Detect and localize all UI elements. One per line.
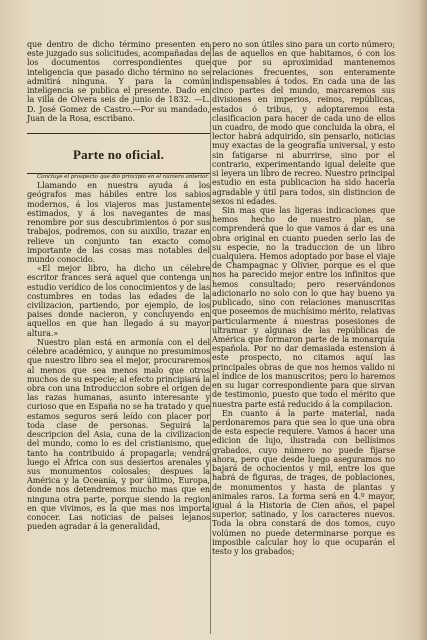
legal-notice-paragraph: que dentro de dicho término presenten en este juzgado sus solicitudes, acompañadas de los documentos correspondientes que inteligencia que pasado dicho término no se admitirá ninguna. Y para la común inteligencia se publica el presente. Dado en la villa de Olvera seis de junio de 1832. —L. D. José Gomez de Castro.—Por su mandado, Juan de la Rosa, escribano. [27,40,210,123]
paragraph: pero no son útiles sino para un corto número; las de aquellos en que habitamos, ó con los que por su aproximidad mantenemos relaciones frecuentes, son enteramente indispensables á todos. En cada una de las cinco partes del mundo, marcaremos sus divisiones en imperios, reinos, repúblicas, estados ó tribus, y adoptaremos esta clasificacion para hacer de cada uno de ellos un cuadro, de modo que concluida la obra, el lector habrá adquirido, sin pensarlo, noticias muy exactas de la geografía universal, y esto sin fatigarse ni aburrirse, sino por el contrario, experimentando igual deleite que si leyera un libro de recreo. Nuestro principal estudio en esta publicacion ha sido hacerla agradable y útil para todos, sin distincion de sexos ni edades. [212,40,395,206]
paragraph: En cuanto á la parte material, nada perdonaremos para que sea lo que una obra de esta especie requiere. Vamos á hacer una edicion de lujo, ilustrada con bellísimos grabados, cuyo número no puede fijarse ahora, pero que desde luego aseguramos no bajará de ochocientos y mil, entre los que habrá de figuras, de trages, de poblaciones, de monumentos y hasta de plantas y animales raros. La forma será en 4.º mayor, igual á la Historia de Cien años, el papel superior, satinado, y los caracteres nuevos. Toda la obra constará de dos tomos, cuyo volúmen no puede determinarse porque es imposible calcular hoy lo que ocuparán el testo y los grabados; [212,408,395,557]
prospectus-note: Concluye el prospecto que dió principio en el número anterior. [37,174,209,181]
paragraph: Sin mas que las ligeras indicaciones que hemos hecho de nuestro plan, se comprenderá que lo que vamos á dar es una obra original en cuanto pueden serlo las de su especie, no la traduccion de un libro cualquiera. Hemos adoptado por base el viaje de Champagnac y Olivier, porque es el que nos ha parecido mejor entre los infinitos que hemos consultado; pero reservándonos adicionarlo no solo con lo que hay bueno ya publicado, sino con relaciones manuscritas que poseemos de muchísimo mérito, relativas particularmente á nuestras posesiones de ultramar y algunas de las repúblicas de América que formaron parte de la monarquía española. Por no dar demasiada estension á este prospecto, no citamos aquí las principales obras de que nos hemos valido ni el índice de los manuscritos; pero lo haremos en su lugar correspondiente para que sirvan de testimonio, puesto que todo el mérito que nuestra parte está reducido á la compilacion. [212,205,395,409]
section-title: Parte no oficial. [72,146,165,162]
paragraph: Llamando en nuestra ayuda á los geógrafos mas hábiles entre los sabios modernos, á los viajeros mas justamente estimados, y á los navegantes de mas renombre por sus descubrimientos ó por sus trabajos, podremos, con su auxilio, trazar en relieve un conjunto tan exacto como importante de las cosas mas notables del mundo conocido. [27,181,210,264]
left-column [27,40,210,532]
paragraph: Nuestro plan está en armonía con el del célebre académico, y aunque no presumimos que nuestro libro sea el mejor, procuraremos al menos que sea menos malo que otros muchos de su especie; al efecto principiará la obra con una Introduccion sobre el origen de las razas humanas, asunto interesante y curioso que en España no se ha tratado y que estamos seguros será leído con placer por toda clase de personas. Seguirá la descripcion del Asia, cuna de la civilizacion del mundo, como lo es del cristianismo, que tanto ha contribuido á propagarla; vendrá luego el África con sus desiertos arenales y sus monumentos colosales; despues la América y la Oceanía, y por último, Europa, donde nos detendremos mucho mas que en ninguna otra parte, porque siendo la region en que vivimos, es la que mas nos importa conocer. Las noticias de paises lejanos pueden agradar á la generalidad, [27,337,210,532]
right-column [212,40,395,556]
section-rule-top [27,133,210,134]
paragraph: «El mejor libro, ha dicho un célebre escritor frances será aquel que contenga un estudio verídico de los conocimientos y de las costumbres en todas las edades de la civilizacion, partiendo, por ejemplo, de los paises donde nacieron, y concluyendo en aquellos en que han llegado á su mayor altura.» [27,264,210,338]
column-divider [210,44,211,634]
page-edge-shadow [418,0,427,640]
